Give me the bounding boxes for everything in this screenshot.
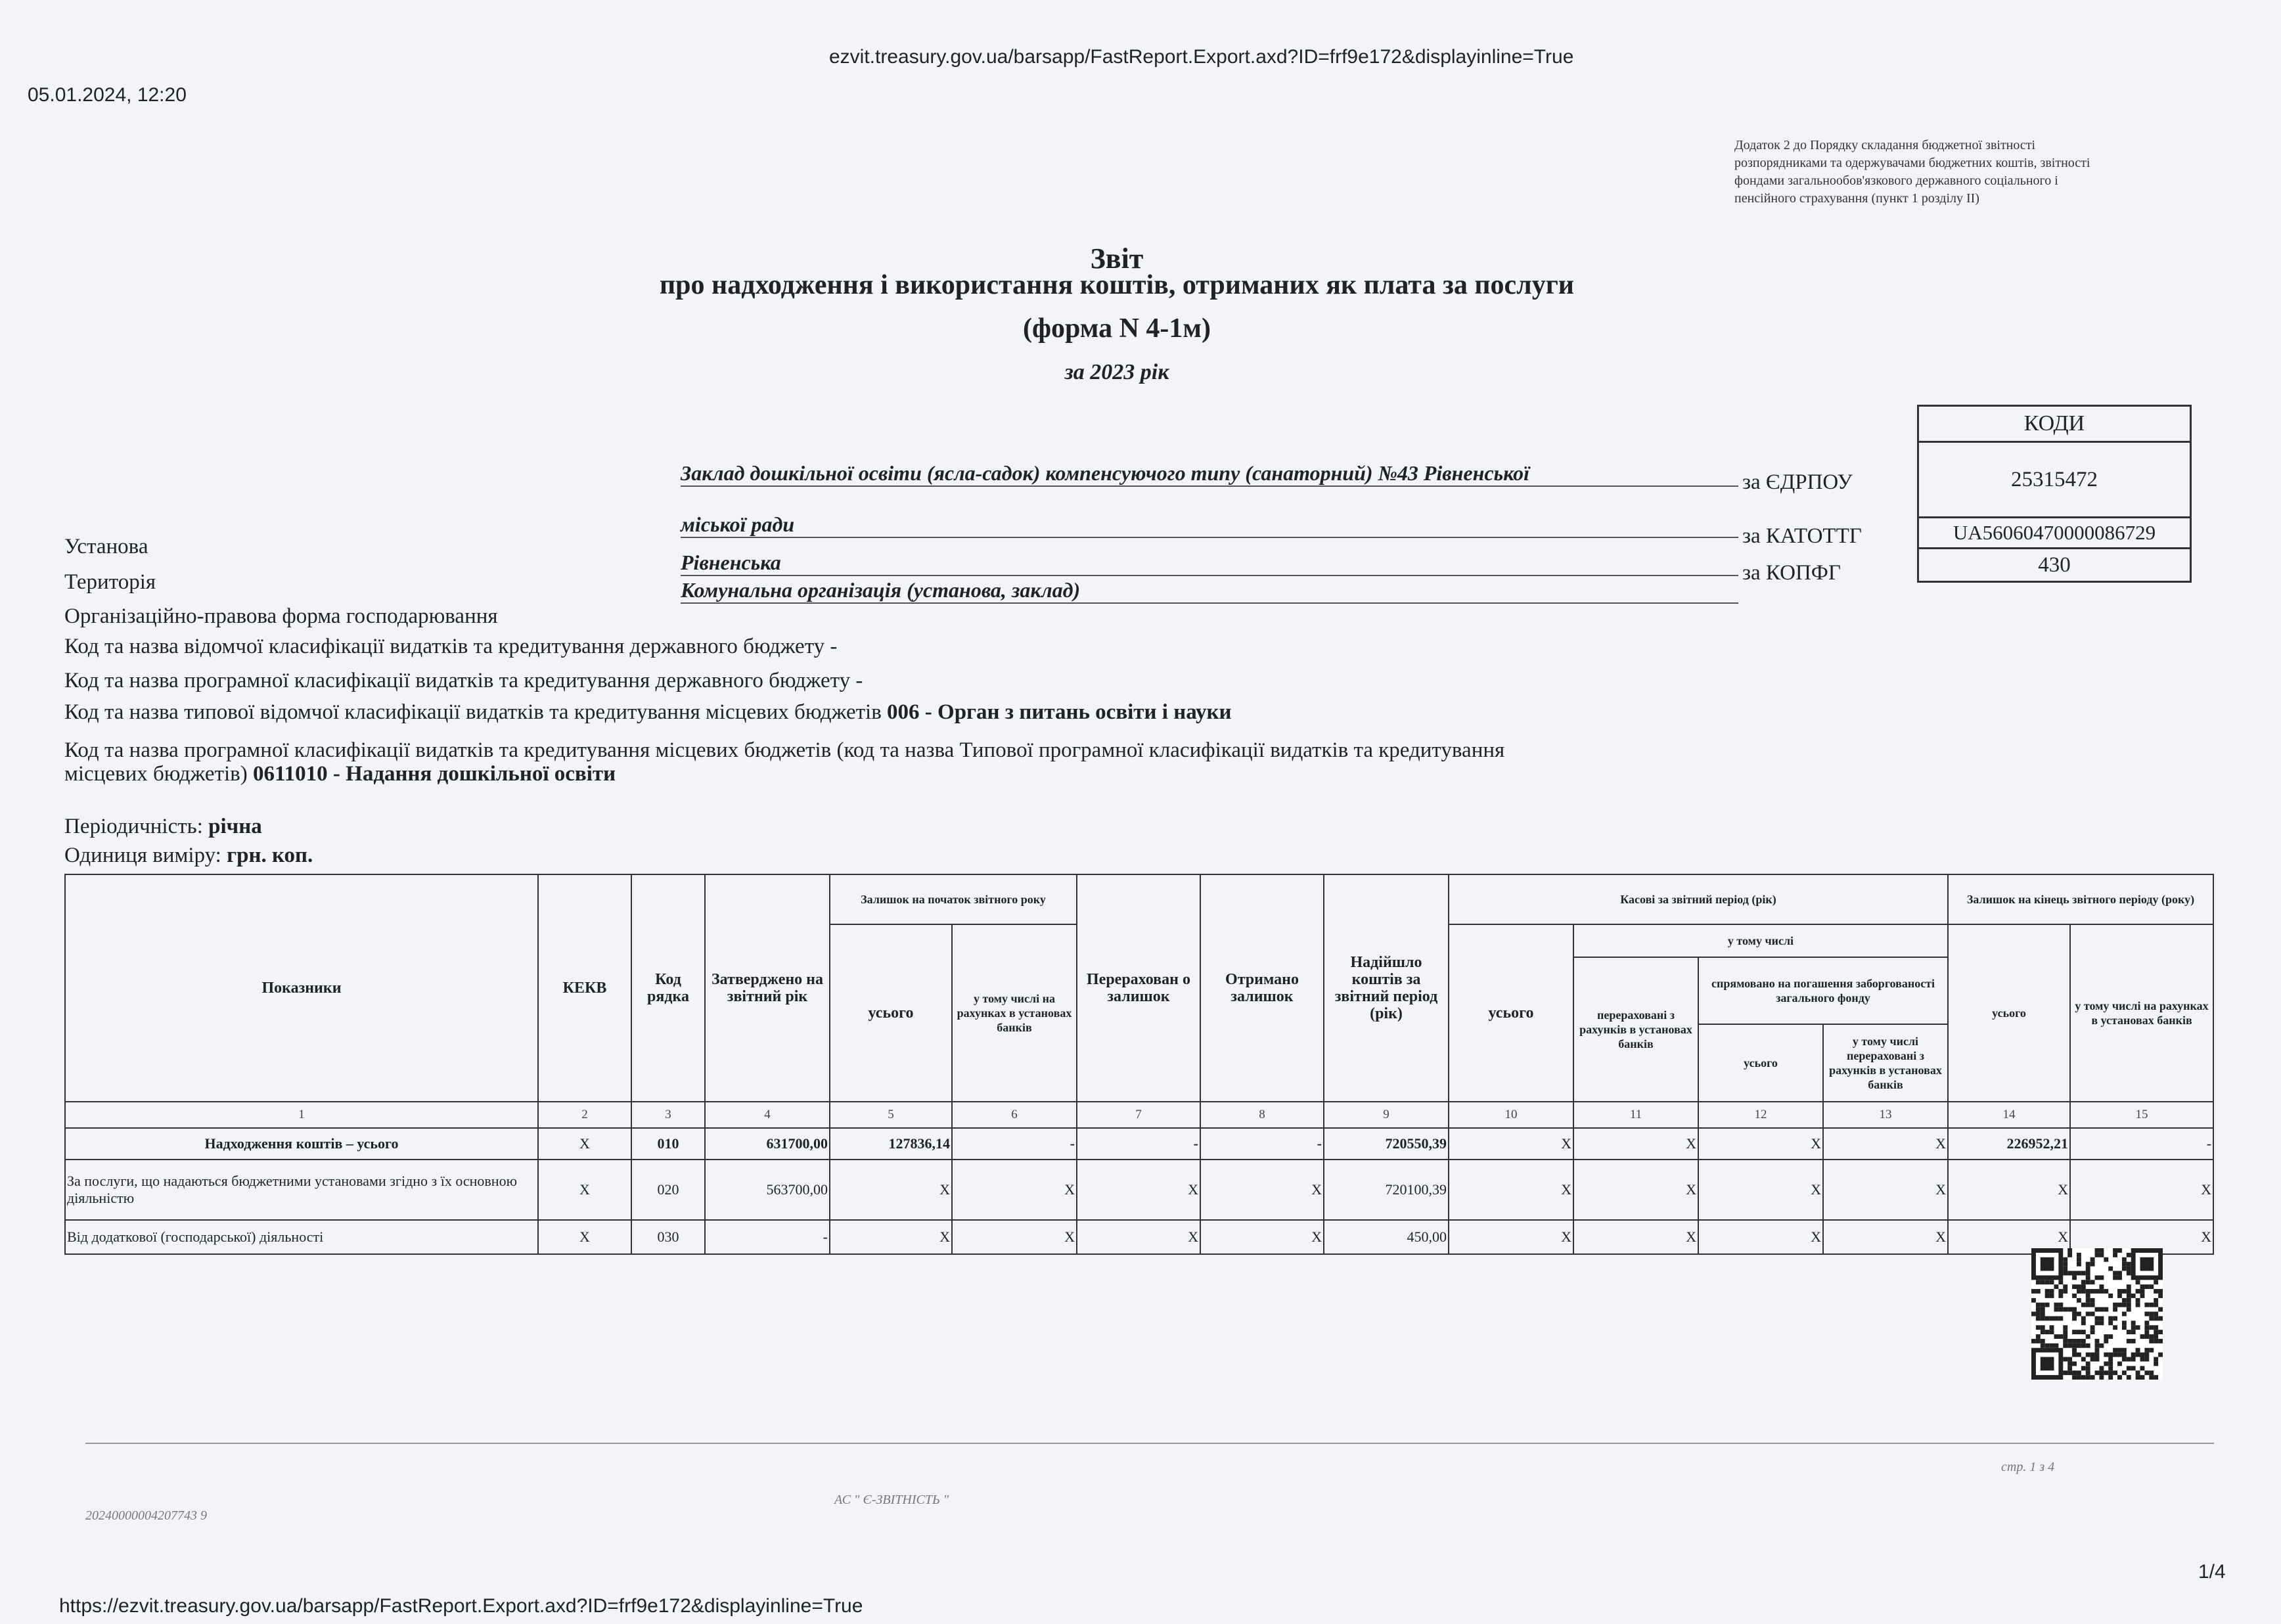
th-received: Отримано залишок	[1200, 874, 1324, 1102]
cell: Х	[830, 1220, 952, 1254]
row-name: Від додаткової (господарської) діяльності	[65, 1220, 538, 1254]
col-number: 2	[538, 1102, 631, 1128]
appendix-line: Додаток 2 до Порядку складання бюджетної звітності	[1734, 138, 2036, 152]
footer-system: АС " Є-ЗВІТНІСТЬ "	[834, 1493, 949, 1507]
th-indicators: Показники	[65, 874, 538, 1102]
bottom-url: https://ezvit.treasury.gov.ua/barsapp/FastReport.Export.axd?ID=frf9e172&displayinline=True	[59, 1595, 863, 1617]
th-start-total: усього	[830, 924, 952, 1102]
appendix-line: фондами загальнообов'язкового державного соціального і	[1734, 173, 2058, 188]
cell: Х	[2070, 1160, 2213, 1220]
form-value: Комунальна організація (установа, заклад)	[681, 578, 1738, 604]
cell: Х	[538, 1220, 631, 1254]
territory-value: Рівненська	[681, 551, 1738, 576]
org-name-line1: Заклад дошкільної освіти (ясла-садок) компенсуючого типу (санаторний) №43 Рівненської	[681, 461, 1738, 487]
cell: 127836,14	[830, 1128, 952, 1160]
unit-label: Одиниця виміру:	[64, 844, 221, 867]
cell: Х	[1823, 1160, 1948, 1220]
unit-line	[64, 844, 313, 868]
territory-label: Територія	[64, 570, 156, 594]
program-local-value: 0611010 - Надання дошкільної освіти	[252, 762, 616, 786]
cell: -	[2070, 1128, 2213, 1160]
cell: Х	[1449, 1128, 1573, 1160]
qr-code-icon	[2031, 1248, 2163, 1380]
cell: Х	[1573, 1128, 1698, 1160]
th-cash: Касові за звітний період (рік)	[1449, 874, 1948, 924]
cell: Х	[1573, 1160, 1698, 1220]
col-number: 5	[830, 1102, 952, 1128]
typical-label: Код та назва типової відомчої класифікації видатків та кредитування місцевих бюджетів	[64, 700, 882, 724]
cell: Х	[1698, 1128, 1823, 1160]
col-number: 14	[1948, 1102, 2070, 1128]
col-number: 4	[705, 1102, 830, 1128]
report-period: за 2023 рік	[1064, 360, 1169, 384]
katottg-code: UA56060470000086729	[1918, 518, 2191, 549]
col-number: 1	[65, 1102, 538, 1128]
cell: Х	[1449, 1160, 1573, 1220]
th-debt-banks: у тому числі перераховані з рахунків в установах банків	[1823, 1024, 1948, 1102]
typical-line	[64, 700, 1232, 725]
col-number: 9	[1324, 1102, 1449, 1128]
cell: -	[705, 1220, 830, 1254]
cell: 010	[631, 1128, 705, 1160]
cell: Х	[952, 1160, 1077, 1220]
th-kekv: КЕКВ	[538, 874, 631, 1102]
cell: Х	[1698, 1160, 1823, 1220]
col-number: 13	[1823, 1102, 1948, 1128]
th-start-banks: у тому числі на рахунках в установах банків	[952, 924, 1077, 1102]
th-code: Код рядка	[631, 874, 705, 1102]
th-start-balance: Залишок на початок звітного року	[830, 874, 1077, 924]
cell: -	[952, 1128, 1077, 1160]
cell: 020	[631, 1160, 705, 1220]
cell: Х	[1948, 1160, 2070, 1220]
table-row	[65, 1220, 2213, 1254]
periodicity-value: річна	[208, 815, 262, 838]
row-name: За послуги, що надаються бюджетними установами згідно з їх основною діяльністю	[65, 1160, 538, 1220]
col-number: 7	[1077, 1102, 1200, 1128]
col-number: 11	[1573, 1102, 1698, 1128]
col-number: 10	[1449, 1102, 1573, 1128]
appendix-line: розпорядниками та одержувачами бюджетних коштів, звітності	[1734, 156, 2090, 170]
typical-value: 006 - Орган з питань освіти і науки	[887, 700, 1232, 724]
table-row	[65, 1128, 2213, 1160]
th-end-banks: у тому числі на рахунках в установах банків	[2070, 924, 2213, 1102]
th-debt: спрямовано на погашення заборгованості загального фонду	[1698, 957, 1948, 1024]
cell: Х	[1449, 1220, 1573, 1254]
th-income: Надійшло коштів за звітний період (рік)	[1324, 874, 1449, 1102]
th-end-total: усього	[1948, 924, 2070, 1102]
cell: Х	[952, 1220, 1077, 1254]
footer-divider	[85, 1443, 2214, 1444]
th-transferred-banks: перераховані з рахунків в установах банків	[1573, 957, 1698, 1102]
print-url: ezvit.treasury.gov.ua/barsapp/FastReport.Export.axd?ID=frf9e172&displayinline=True	[829, 46, 1574, 68]
cell: Х	[1948, 1220, 2070, 1254]
org-label: Установа	[64, 535, 148, 558]
appendix-line: пенсійного страхування (пункт 1 розділу II)	[1734, 191, 1979, 206]
col-number: 8	[1200, 1102, 1324, 1128]
cell: Х	[1823, 1220, 1948, 1254]
program-local-line	[64, 762, 616, 786]
cell: Х	[1077, 1160, 1200, 1220]
cell: 030	[631, 1220, 705, 1254]
th-transferred: Перерахован о залишок	[1077, 874, 1200, 1102]
cell: Х	[1200, 1160, 1324, 1220]
unit-value: грн. коп.	[227, 844, 313, 867]
codes-table	[1917, 405, 2192, 583]
edrpou-label: за ЄДРПОУ	[1742, 470, 1853, 494]
cell: 563700,00	[705, 1160, 830, 1220]
cell: Х	[2070, 1220, 2213, 1254]
cell: -	[1200, 1128, 1324, 1160]
edrpou-code: 25315472	[1918, 442, 2191, 518]
appendix-note	[1734, 137, 2194, 208]
codes-header: КОДИ	[1918, 406, 2191, 442]
print-date: 05.01.2024, 12:20	[28, 84, 187, 106]
th-approved: Затверджено на звітний рік	[705, 874, 830, 1102]
th-debt-total: усього	[1698, 1024, 1823, 1102]
periodicity-line	[64, 815, 262, 839]
footer-page-small: стр. 1 з 4	[2001, 1460, 2055, 1474]
col-number: 3	[631, 1102, 705, 1128]
col-number: 6	[952, 1102, 1077, 1128]
report-form: (форма N 4-1м)	[1022, 313, 1211, 344]
th-cash-total: усього	[1449, 924, 1573, 1102]
th-cash-incl: у тому числі	[1573, 924, 1948, 957]
page-number: 1/4	[2198, 1561, 2226, 1583]
cell: Х	[1823, 1128, 1948, 1160]
cell: Х	[1077, 1220, 1200, 1254]
cell: 720100,39	[1324, 1160, 1449, 1220]
program-local-label2: місцевих бюджетів)	[64, 762, 248, 786]
cell: Х	[538, 1128, 631, 1160]
katottg-label: за КАТОТТГ	[1742, 524, 1862, 548]
cell: Х	[830, 1160, 952, 1220]
form-label: Організаційно-правова форма господарювання	[64, 604, 498, 628]
org-name-line2: міської ради	[681, 512, 1738, 538]
footer-doc-id: 20240000004207743 9	[85, 1508, 207, 1523]
cell: 720550,39	[1324, 1128, 1449, 1160]
cell: Х	[1573, 1220, 1698, 1254]
cell: Х	[538, 1160, 631, 1220]
kopfg-label: за КОПФГ	[1742, 561, 1841, 585]
cell: Х	[1200, 1220, 1324, 1254]
report-title: Звіт	[1090, 242, 1144, 275]
cell: Х	[1698, 1220, 1823, 1254]
col-number: 15	[2070, 1102, 2213, 1128]
col-number: 12	[1698, 1102, 1823, 1128]
cell: 450,00	[1324, 1220, 1449, 1254]
vidomch-state-line: Код та назва відомчої класифікації видатків та кредитування державного бюджету -	[64, 635, 838, 658]
table-row	[65, 1160, 2213, 1220]
kopfg-code: 430	[1918, 549, 2191, 582]
cell: 631700,00	[705, 1128, 830, 1160]
report-table	[64, 874, 2214, 1255]
th-end-balance: Залишок на кінець звітного періоду (року)	[1948, 874, 2213, 924]
program-local-label: Код та назва програмної класифікації видатків та кредитування місцевих бюджетів (код та назва Типової програмної класифікації видатків та кредитування	[64, 738, 1505, 762]
program-state-line: Код та назва програмної класифікації видатків та кредитування державного бюджету -	[64, 669, 863, 692]
periodicity-label: Періодичність:	[64, 815, 203, 838]
row-name: Надходження коштів – усього	[65, 1128, 538, 1160]
cell: 226952,21	[1948, 1128, 2070, 1160]
cell: -	[1077, 1128, 1200, 1160]
report-subtitle: про надходження і використання коштів, отриманих як плата за послуги	[659, 270, 1574, 300]
